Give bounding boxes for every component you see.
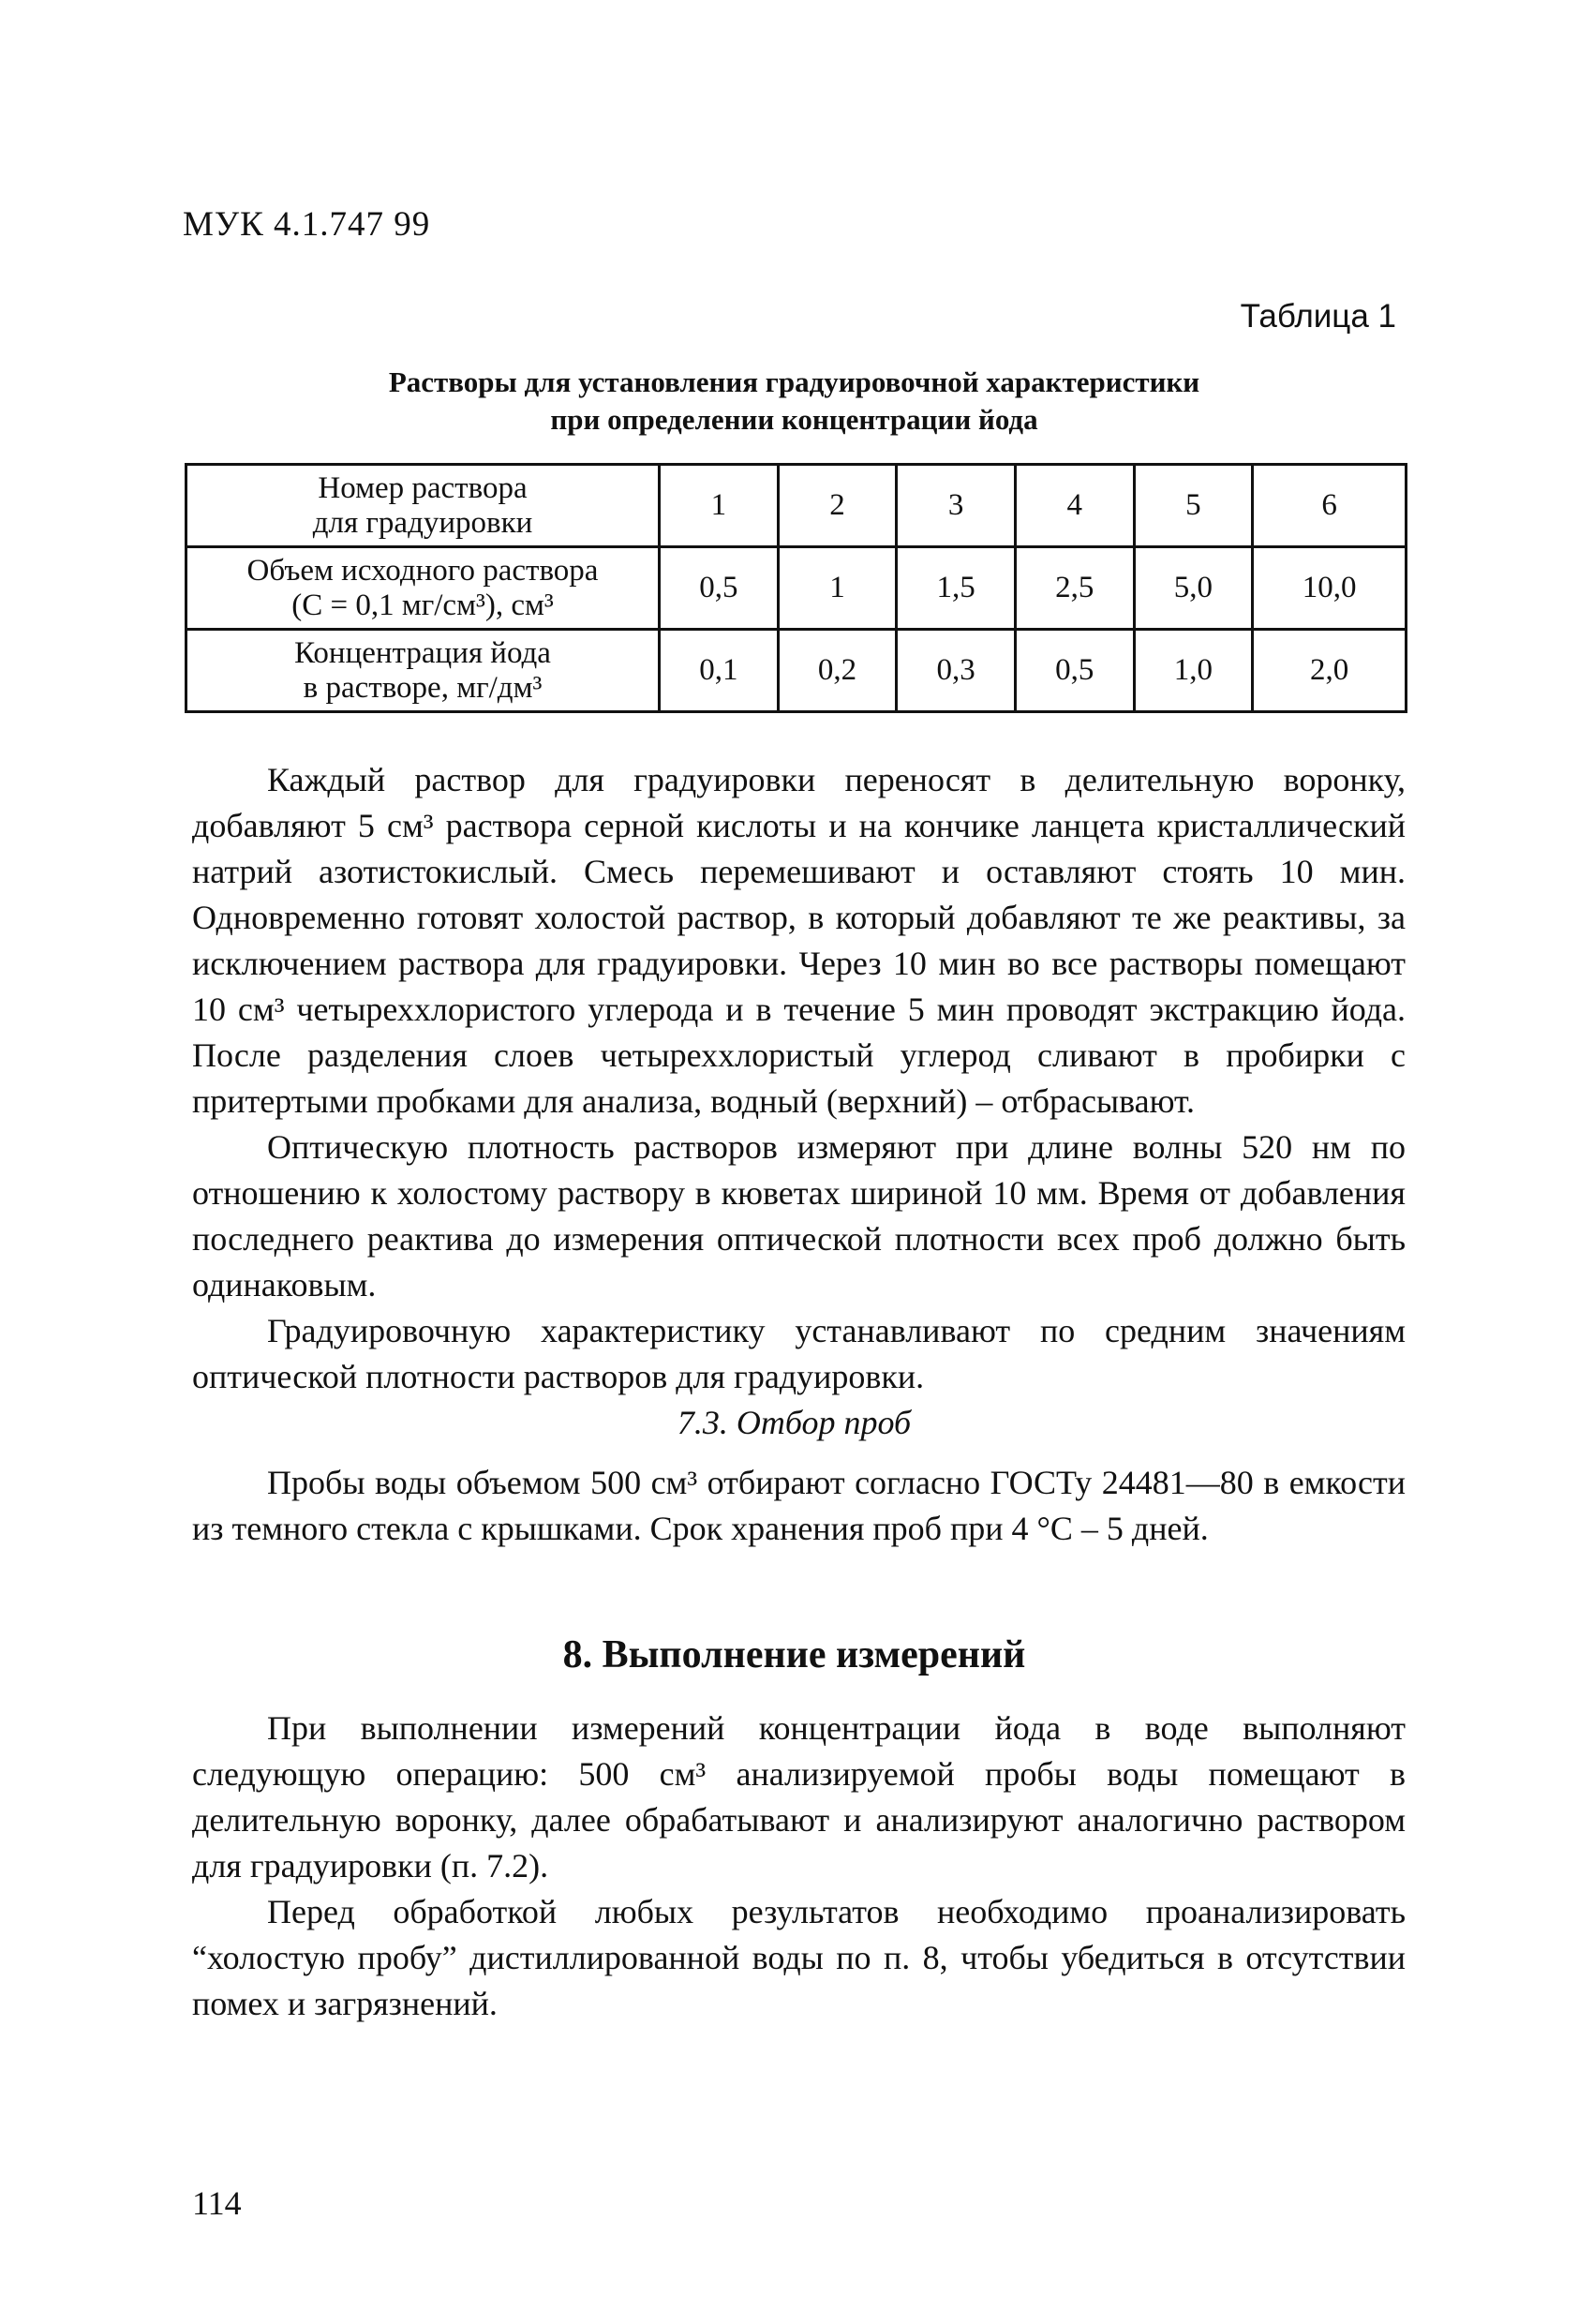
- table-cell: 0,1: [660, 630, 779, 712]
- table-cell: 10,0: [1253, 547, 1407, 630]
- table-title-line: Растворы для установления градуировочной характеристики: [388, 365, 1200, 398]
- table-cell: 1: [778, 547, 897, 630]
- row-header-line: Объем исходного раствора: [246, 553, 599, 588]
- table-cell: 2,0: [1253, 630, 1407, 712]
- sampling-text: [192, 1460, 1406, 1552]
- page-number: 114: [192, 2184, 242, 2222]
- row-header-line: для градуировки: [312, 505, 533, 540]
- table-cell: 3: [897, 465, 1016, 547]
- table-cell: 5: [1134, 465, 1253, 547]
- table-title: [183, 364, 1406, 439]
- row-header-line: Концентрация йода: [294, 635, 551, 670]
- table-cell: 0,2: [778, 630, 897, 712]
- table-cell: 1: [660, 465, 779, 547]
- table-cell: 1,5: [897, 547, 1016, 630]
- table-row: [186, 547, 1407, 630]
- row-header-line: в растворе, мг/дм³: [303, 670, 543, 705]
- table-row: [186, 630, 1407, 712]
- paragraph: Градуировочную характеристику устанавливают по средним значениям оптической плотности растворов для градуировки.: [192, 1312, 1406, 1395]
- table-cell: 0,5: [660, 547, 779, 630]
- table-cell: 2,5: [1015, 547, 1134, 630]
- calibration-text: [192, 757, 1406, 1400]
- row-header-line: Номер раствора: [318, 470, 528, 505]
- table-label: Таблица 1: [1240, 298, 1396, 335]
- paragraph: Каждый раствор для градуировки переносят в делительную воронку, добавляют 5 см³ раствора серной кислоты и на кончике ланцета кристаллический натрий азотистокислый. Смесь перемешивают и оставляют стоять 10 мин. Одновременно готовят холостой раствор, в который добавляют те же реактивы, за исключением раствора для градуировки. Через 10 мин во все растворы помещают 10 см³ четыреххлористого углерода и в течение 5 мин проводят экстракцию йода. После разделения слоев четыреххлористый углерод сливают в пробирки с притертыми пробками для анализа, водный (верхний) – отбрасывают.: [192, 761, 1406, 1120]
- table-cell: 1,0: [1134, 630, 1253, 712]
- page-header: МУК 4.1.747 99: [183, 205, 431, 244]
- row-header: [186, 630, 660, 712]
- calibration-table: [185, 463, 1407, 713]
- table-cell: 4: [1015, 465, 1134, 547]
- table-title-line: при определении концентрации йода: [550, 403, 1038, 436]
- table-row: [186, 465, 1407, 547]
- row-header: [186, 465, 660, 547]
- table-cell: 6: [1253, 465, 1407, 547]
- table-cell: 0,3: [897, 630, 1016, 712]
- row-header: [186, 547, 660, 630]
- measurement-text: [192, 1706, 1406, 2027]
- paragraph: При выполнении измерений концентрации йода в воде выполняют следующую операцию: 500 см³ анализируемой пробы воды помещают в делительную воронку, далее обрабатывают и анализируют аналогично раствором для градуировки (п. 7.2).: [192, 1709, 1406, 1885]
- row-header-line: (С = 0,1 мг/см³), см³: [291, 588, 554, 622]
- paragraph: Пробы воды объемом 500 см³ отбирают согласно ГОСТу 24481—80 в емкости из темного стекла с крышками. Срок хранения проб при 4 °С – 5 дней.: [192, 1464, 1406, 1547]
- section-title: 8. Выполнение измерений: [562, 1633, 1026, 1676]
- paragraph: Оптическую плотность растворов измеряют при длине волны 520 нм по отношению к холостому раствору в кюветах шириной 10 мм. Время от добавления последнего реактива до измерения оптической плотности всех проб должно быть одинаковым.: [192, 1128, 1406, 1304]
- table-cell: 0,5: [1015, 630, 1134, 712]
- subsection-title: 7.3. Отбор проб: [677, 1404, 912, 1441]
- table-cell: 2: [778, 465, 897, 547]
- table-cell: 5,0: [1134, 547, 1253, 630]
- paragraph: Перед обработкой любых результатов необходимо проанализировать “холостую пробу” дистиллированной воды по п. 8, чтобы убедиться в отсутствии помех и загрязнений.: [192, 1893, 1406, 2022]
